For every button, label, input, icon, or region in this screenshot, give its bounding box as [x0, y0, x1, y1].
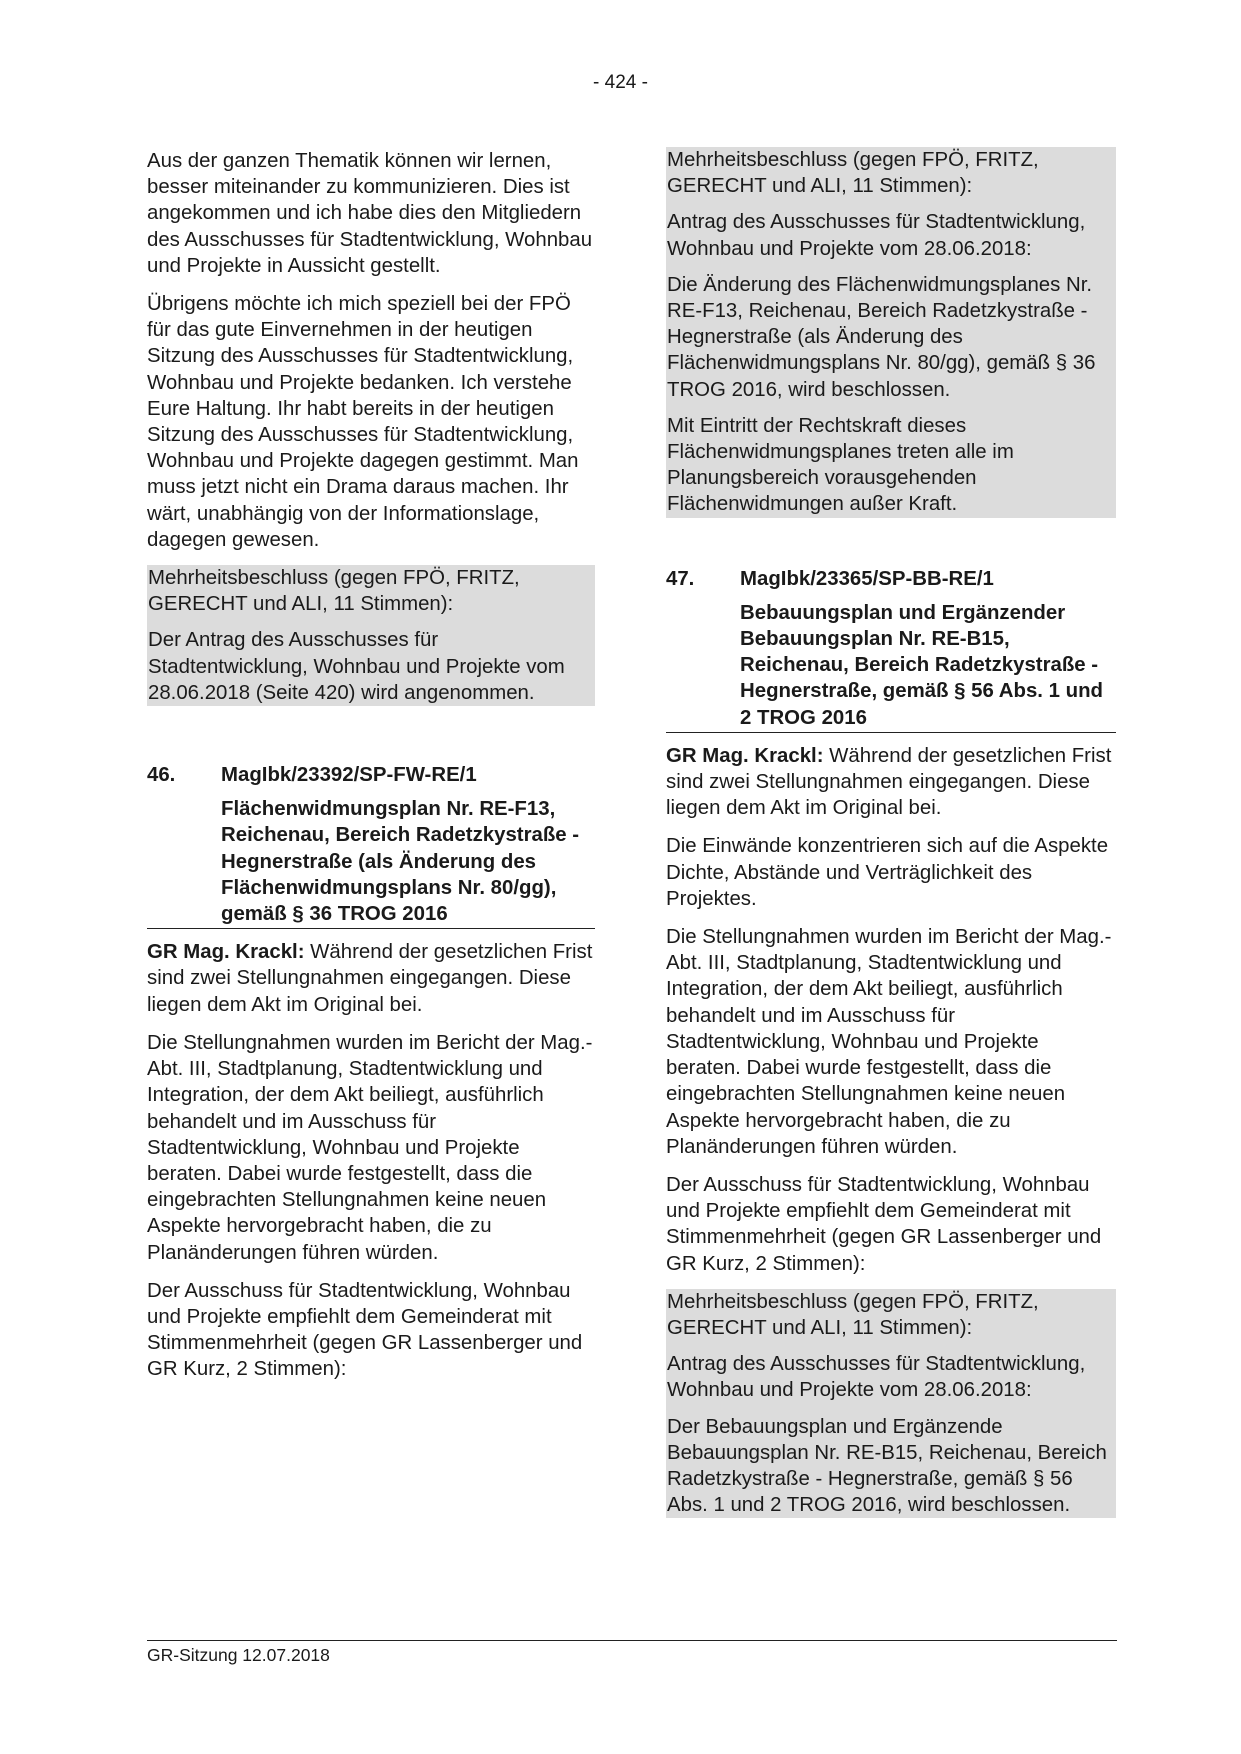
paragraph: Die Einwände konzentrieren sich auf die Aspekte Dichte, Abstände und Verträglichkeit des Projektes.	[666, 835, 1109, 910]
decision-line: Der Bebauungsplan und Ergänzende Bebauungsplan Nr. RE-B15, Reichenau, Bereich Radetzkystraße - Hegnerstraße, gemäß § 56 Abs. 1 und 2 TROG 2016, wird beschlossen.	[667, 1415, 1107, 1517]
speaker-text: Während der gesetzlichen Frist sind zwei Stellungnahmen eingegangen. Diese liegen dem Akt im Original bei.	[666, 744, 1112, 820]
agenda-number: 46.	[147, 764, 176, 787]
left-column	[147, 148, 595, 1395]
decision-box	[666, 1289, 1116, 1519]
decision-line: Die Änderung des Flächenwidmungsplanes Nr. RE-F13, Reichenau, Bereich Radetzkystraße - Hegnerstraße (als Änderung des Flächenwidmungsplans Nr. 80/gg), gemäß § 36 TROG 2016, wird beschlossen.	[667, 273, 1096, 401]
agenda-title: Bebauungsplan und Ergänzender Bebauungsplan Nr. RE-B15, Reichenau, Bereich Radetzkystraße - Hegnerstraße, gemäß § 56 Abs. 1 und 2 TROG 2016	[666, 592, 1116, 733]
decision-line: Mit Eintritt der Rechtskraft dieses Flächenwidmungsplanes treten alle im Planungsbereich vorausgehenden Flächenwidmungen außer Kraft.	[667, 414, 1014, 516]
page-number: - 424 -	[593, 72, 648, 93]
agenda-item-46	[147, 762, 595, 929]
speaker-name: GR Mag. Krackl:	[666, 744, 824, 767]
paragraph	[666, 743, 1116, 822]
footer-text: GR-Sitzung 12.07.2018	[147, 1645, 330, 1665]
agenda-reference: MagIbk/23365/SP-BB-RE/1	[740, 567, 994, 590]
decision-line: Antrag des Ausschusses für Stadtentwicklung, Wohnbau und Projekte vom 28.06.2018:	[667, 1353, 1086, 1402]
speaker-name: GR Mag. Krackl:	[147, 941, 305, 964]
paragraph: Der Ausschuss für Stadtentwicklung, Wohnbau und Projekte empfiehlt dem Gemeinderat mit Stimmenmehrheit (gegen GR Lassenberger und GR Kurz, 2 Stimmen):	[147, 1279, 583, 1381]
paragraph: Der Ausschuss für Stadtentwicklung, Wohnbau und Projekte empfiehlt dem Gemeinderat mit Stimmenmehrheit (gegen GR Lassenberger und GR Kurz, 2 Stimmen):	[666, 1173, 1102, 1275]
paragraph: Die Stellungnahmen wurden im Bericht der Mag.-Abt. III, Stadtplanung, Stadtentwicklung und Integration, der dem Akt beiliegt, ausführlich behandelt und im Ausschuss für Stadtentwicklung, Wohnbau und Projekte beraten. Dabei wurde festgestellt, dass die eingebrachten Stellungnahmen keine neuen Aspekte hervorgebracht haben, die zu Planänderungen führen würden.	[147, 1031, 593, 1264]
agenda-number: 47.	[666, 567, 695, 590]
agenda-title: Flächenwidmungsplan Nr. RE-F13, Reichenau, Bereich Radetzkystraße - Hegnerstraße (als Änderung des Flächenwidmungsplans Nr. 80/gg), gemäß § 36 TROG 2016	[147, 788, 595, 929]
paragraph: Die Stellungnahmen wurden im Bericht der Mag.-Abt. III, Stadtplanung, Stadtentwicklung und Integration, der dem Akt beiliegt, ausführlich behandelt und im Ausschuss für Stadtentwicklung, Wohnbau und Projekte beraten. Dabei wurde festgestellt, dass die eingebrachten Stellungnahmen keine neuen Aspekte hervorgebracht haben, die zu Planänderungen führen würden.	[666, 926, 1112, 1158]
decision-box	[666, 147, 1116, 518]
decision-line: Mehrheitsbeschluss (gegen FPÖ, FRITZ, GERECHT und ALI, 11 Stimmen):	[667, 1290, 1039, 1339]
decision-line: Antrag des Ausschusses für Stadtentwicklung, Wohnbau und Projekte vom 28.06.2018:	[667, 211, 1086, 260]
paragraph: Übrigens möchte ich mich speziell bei der FPÖ für das gute Einvernehmen in der heutigen Sitzung des Ausschusses für Stadtentwicklung, Wohnbau und Projekte bedanken. Ich verstehe Eure Haltung. Ihr habt bereits in der heutigen Sitzung des Ausschusses für Stadtentwicklung, Wohnbau und Projekte dagegen gestimmt. Man muss jetzt nicht ein Drama daraus machen. Ihr wärt, unabhängig von der Informationslage, dagegen gewesen.	[147, 293, 579, 551]
agenda-reference: MagIbk/23392/SP-FW-RE/1	[221, 764, 477, 787]
footer-divider	[147, 1640, 1117, 1641]
decision-line: Der Antrag des Ausschusses für Stadtentwicklung, Wohnbau und Projekte vom 28.06.2018 (Seite 420) wird angenommen.	[148, 629, 565, 704]
decision-box	[147, 565, 595, 706]
paragraph: Aus der ganzen Thematik können wir lernen, besser miteinander zu kommunizieren. Dies ist angekommen und ich habe dies den Mitgliedern des Ausschusses für Stadtentwicklung, Wohnbau und Projekte in Aussicht gestellt.	[147, 150, 593, 277]
decision-line: Mehrheitsbeschluss (gegen FPÖ, FRITZ, GERECHT und ALI, 11 Stimmen):	[148, 567, 520, 616]
speaker-text: Während der gesetzlichen Frist sind zwei Stellungnahmen eingegangen. Diese liegen dem Akt im Original bei.	[147, 941, 593, 1016]
paragraph	[147, 939, 595, 1018]
agenda-item-47	[666, 566, 1116, 733]
decision-line: Mehrheitsbeschluss (gegen FPÖ, FRITZ, GERECHT und ALI, 11 Stimmen):	[667, 149, 1039, 198]
right-column	[666, 147, 1116, 1518]
